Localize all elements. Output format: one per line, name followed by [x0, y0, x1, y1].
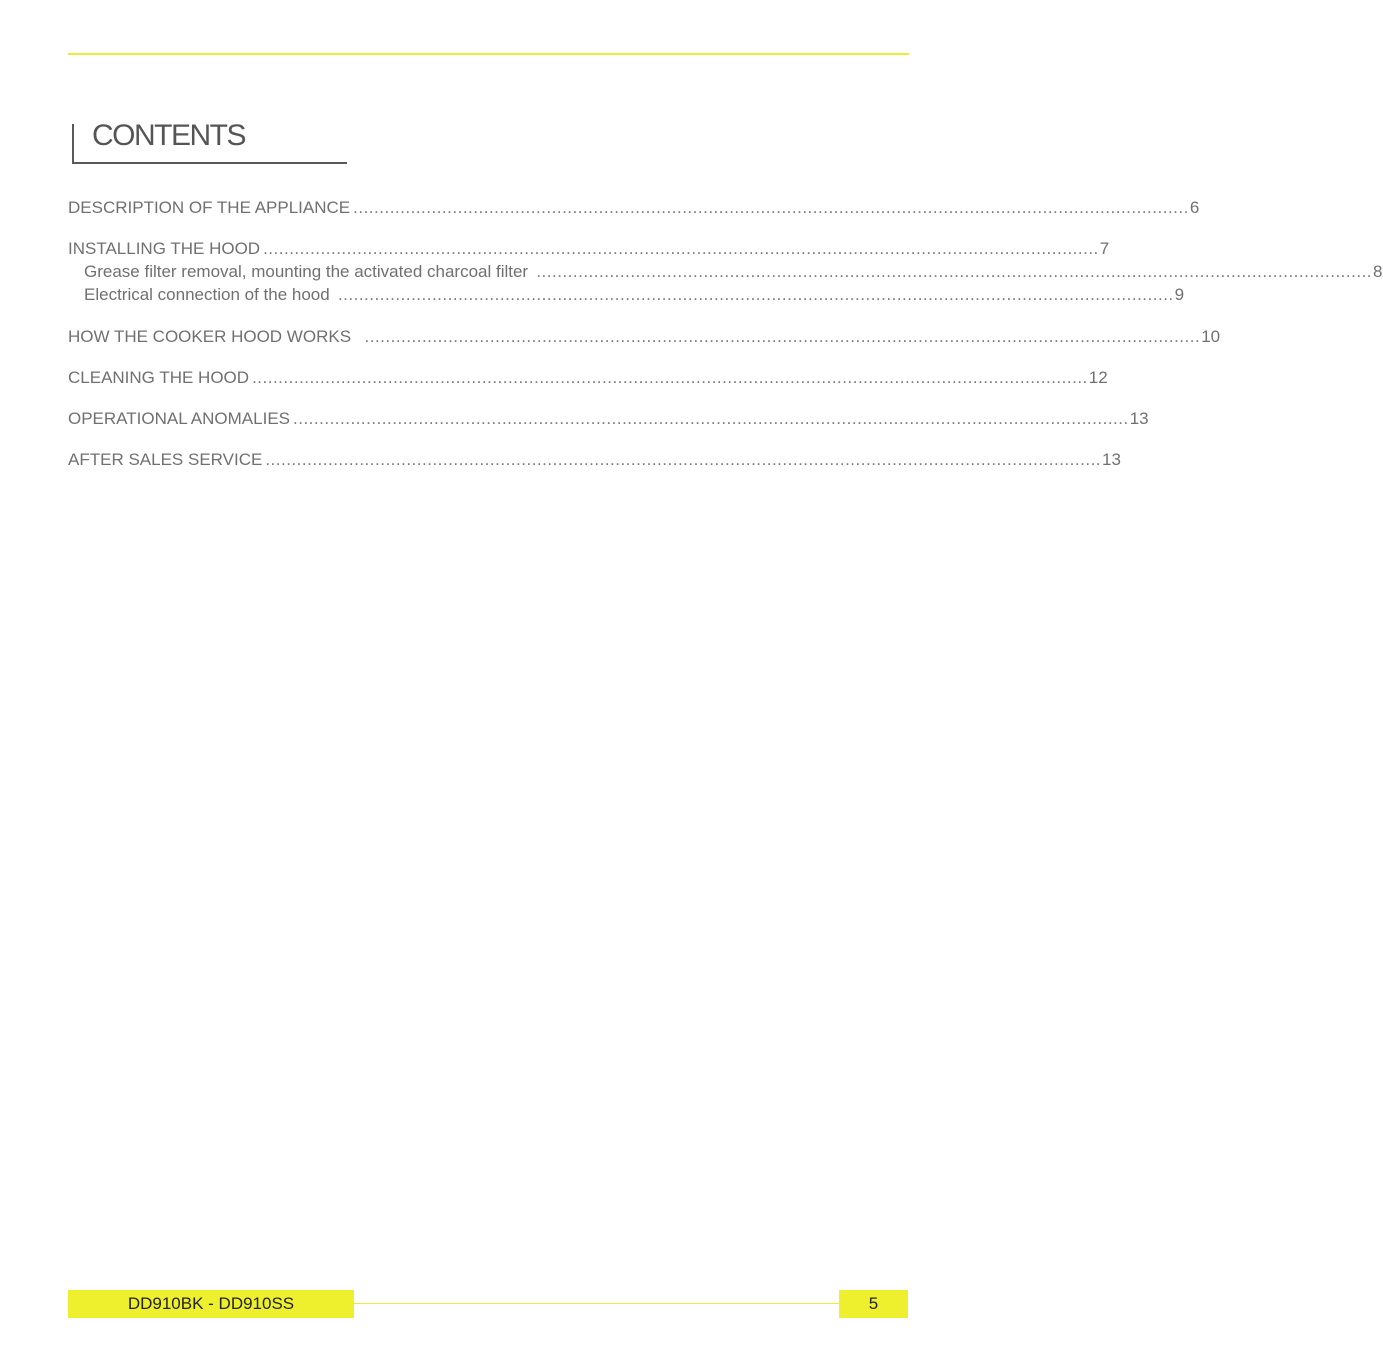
toc-item-electrical[interactable] — [84, 285, 1185, 307]
toc-item-label: AFTER SALES SERVICE — [68, 450, 263, 469]
toc-item-after-sales[interactable] — [68, 450, 1121, 472]
toc-item-how-it-works[interactable] — [68, 327, 1221, 349]
toc-item-label: OPERATIONAL ANOMALIES — [68, 409, 291, 428]
toc-item-page: 9 — [1174, 285, 1185, 304]
toc-item-page: 13 — [1102, 450, 1121, 469]
toc-leader-dots: ................................................................................................................................................................ — [252, 368, 1088, 387]
toc-leader-dots: ................................................................................................................................................................ — [265, 450, 1102, 469]
toc-leader-dots: ................................................................................................................................................................ — [293, 409, 1129, 428]
toc-item-anomalies[interactable] — [68, 409, 1149, 431]
toc-item-installing[interactable] — [68, 239, 1110, 261]
toc-item-label: DESCRIPTION OF THE APPLIANCE — [68, 198, 351, 217]
toc-item-label: HOW THE COOKER HOOD WORKS — [68, 327, 352, 346]
toc-item-grease-filter[interactable] — [84, 262, 1383, 284]
toc-item-description[interactable] — [68, 198, 1200, 220]
footer-rule — [354, 1303, 839, 1304]
toc-item-page: 6 — [1189, 198, 1200, 217]
toc-item-page: 8 — [1373, 262, 1383, 281]
toc-leader-dots: ................................................................................................................................................................ — [263, 239, 1099, 258]
toc-item-label: INSTALLING THE HOOD — [68, 239, 261, 258]
toc-item-page: 7 — [1099, 239, 1110, 258]
toc-leader-dots: ................................................................................................................................................................ — [531, 262, 1373, 281]
footer-model-label: DD910BK - DD910SS — [68, 1290, 354, 1318]
toc-item-cleaning[interactable] — [68, 368, 1108, 390]
toc-leader-dots: ................................................................................................................................................................ — [353, 198, 1189, 217]
toc-item-page: 13 — [1129, 409, 1149, 428]
toc-item-label: Grease filter removal, mounting the activated charcoal filter — [84, 262, 529, 281]
toc-item-page: 12 — [1088, 368, 1108, 387]
toc-leader-dots: ................................................................................................................................................................ — [332, 285, 1174, 304]
footer-page-number: 5 — [839, 1290, 908, 1318]
top-rule — [68, 53, 909, 55]
page-title: CONTENTS — [92, 119, 245, 152]
toc-leader-dots: ................................................................................................................................................................ — [354, 327, 1201, 346]
page-footer — [68, 1290, 908, 1318]
toc-item-label: Electrical connection of the hood — [84, 285, 330, 304]
contents-heading-frame — [72, 119, 347, 164]
toc-item-page: 10 — [1201, 327, 1221, 346]
toc-item-label: CLEANING THE HOOD — [68, 368, 250, 387]
